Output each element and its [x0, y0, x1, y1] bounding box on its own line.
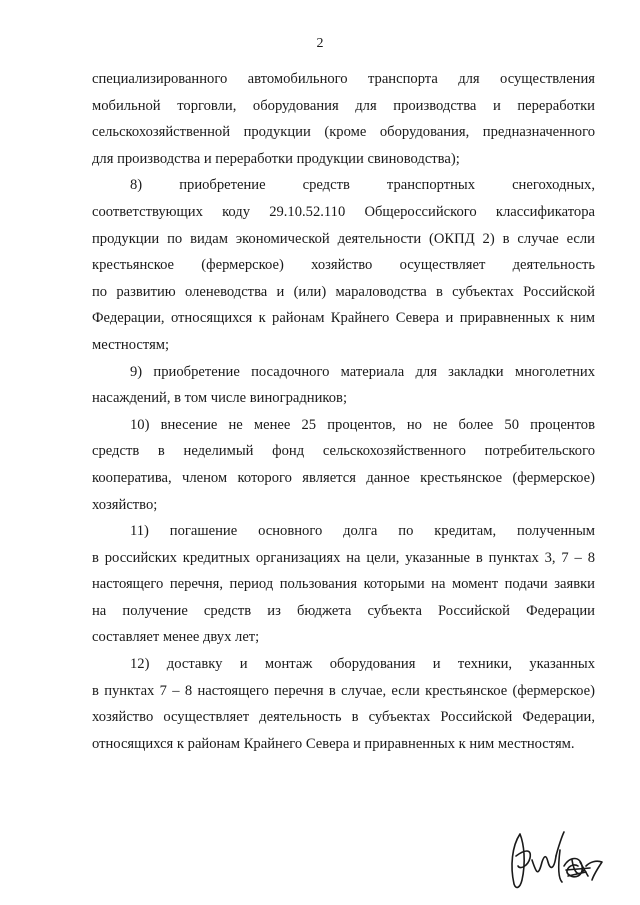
text-line: относящихся к районам Крайнего Севера и приравненных к ним местностям. [92, 735, 575, 752]
text-line: 10) внесение не менее 25 процентов, но не более 50 процентов [130, 416, 595, 433]
text-line: по развитию оленеводства и (или) мараловодства в субъектах Российской [92, 283, 595, 300]
text-line: 12) доставку и монтаж оборудования и техники, указанных [130, 656, 595, 673]
text-line: мобильной торговли, оборудования для производства и переработки [92, 97, 595, 114]
text-line: продукции по видам экономической деятельности (ОКПД 2) в случае если [92, 230, 595, 247]
text-line: в пунктах 7 – 8 настоящего перечня в случае, если крестьянское (фермерское) [92, 682, 595, 699]
text-line: для производства и переработки продукции свиноводства); [92, 150, 460, 167]
document-body [92, 66, 595, 757]
text-line: соответствующих коду 29.10.52.110 Общероссийского классификатора [92, 203, 595, 220]
signature-icon [502, 826, 612, 896]
page-number: 2 [316, 36, 324, 51]
text-line: составляет менее двух лет; [92, 629, 260, 646]
text-line: 11) погашение основного долга по кредитам, полученным [130, 523, 595, 540]
text-line: средств в неделимый фонд сельскохозяйственного потребительского [92, 443, 595, 460]
text-line: в российских кредитных организациях на цели, указанные в пунктах 3, 7 – 8 [92, 549, 595, 566]
text-line: кооператива, членом которого является данное крестьянское (фермерское) [92, 469, 595, 486]
text-line: 8) приобретение средств транспортных снегоходных, [130, 177, 595, 194]
text-line: настоящего перечня, период пользования которыми на момент подачи заявки [92, 576, 595, 593]
text-line: крестьянское (фермерское) хозяйство осуществляет деятельность [92, 257, 595, 274]
text-line: насаждений, в том числе виноградников; [92, 390, 347, 407]
text-line: 9) приобретение посадочного материала для закладки многолетних [130, 363, 595, 380]
text-line: хозяйство; [92, 496, 158, 513]
text-line: сельскохозяйственной продукции (кроме оборудования, предназначенного [92, 124, 595, 141]
text-line: специализированного автомобильного транспорта для осуществления [92, 71, 595, 87]
text-line: местностям; [92, 336, 170, 353]
text-line: хозяйство осуществляет деятельность в субъектах Российской Федерации, [92, 709, 595, 726]
text-line: на получение средств из бюджета субъекта Российской Федерации [92, 602, 595, 619]
text-line: Федерации, относящихся к районам Крайнего Севера и приравненных к ним [92, 310, 595, 327]
